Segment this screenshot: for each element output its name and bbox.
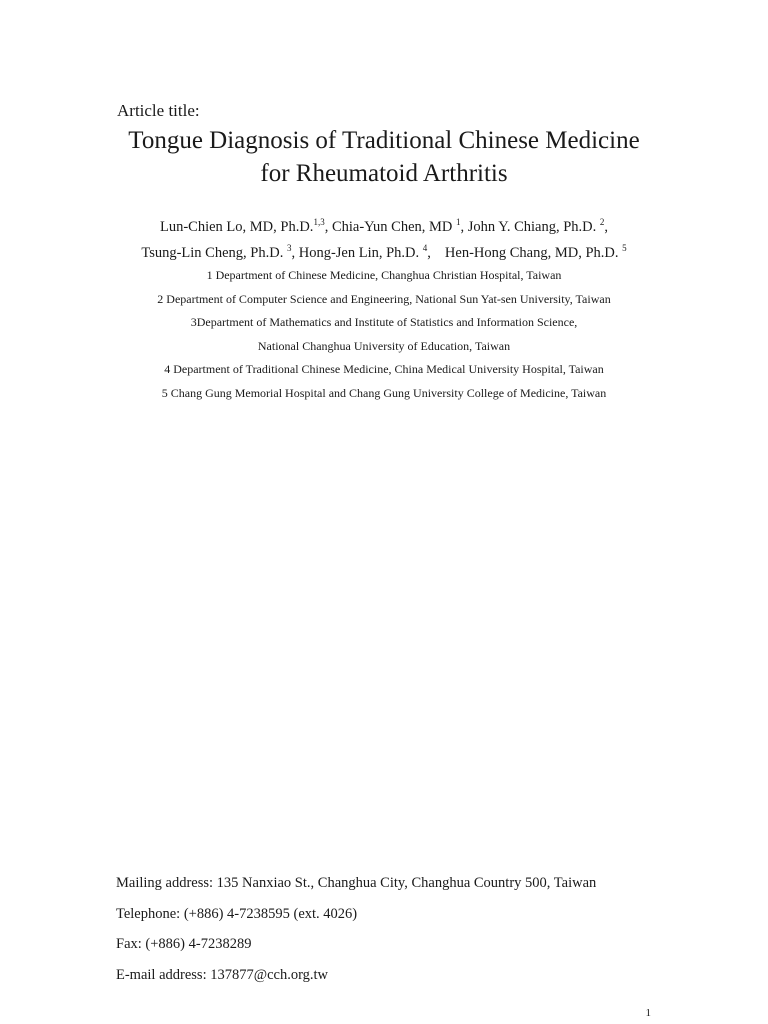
author-separator: , bbox=[460, 219, 468, 235]
author-separator: , bbox=[291, 245, 299, 261]
author-name: Chia-Yun Chen, MD bbox=[331, 219, 456, 235]
author-affiliation-mark: 1,3 bbox=[313, 217, 325, 227]
author-name: Hen-Hong Chang, MD, Ph.D. bbox=[444, 245, 623, 261]
paper-title-line-2: for Rheumatoid Arthritis bbox=[260, 160, 508, 187]
paper-title-line-1: Tongue Diagnosis of Traditional Chinese Medicine bbox=[128, 127, 640, 154]
telephone: Telephone: (+886) 4-7238595 (ext. 4026) bbox=[116, 905, 358, 922]
author-name: Hong-Jen Lin, Ph.D. bbox=[298, 245, 423, 261]
author-name: John Y. Chiang, Ph.D. bbox=[467, 219, 600, 235]
mailing-address: Mailing address: 135 Nanxiao St., Changhua City, Changhua Country 500, Taiwan bbox=[116, 875, 597, 891]
affiliation-list bbox=[0, 264, 768, 405]
affiliation-item: 5 Chang Gung Memorial Hospital and Chang Gung University College of Medicine, Taiwan bbox=[161, 385, 607, 400]
author-affiliation-mark: 4 bbox=[422, 243, 428, 253]
author-name: Tsung-Lin Cheng, Ph.D. bbox=[141, 245, 287, 261]
author-affiliation-mark: 3 bbox=[286, 243, 292, 253]
author-separator: , bbox=[324, 219, 332, 235]
affiliation-item: 2 Department of Computer Science and Engineering, National Sun Yat-sen University, Taiwan bbox=[157, 291, 611, 306]
author-list bbox=[0, 214, 768, 266]
author-affiliation-mark: 1 bbox=[456, 217, 461, 227]
article-title-label: Article title: bbox=[117, 101, 200, 120]
affiliation-item: National Changhua University of Education, Taiwan bbox=[257, 338, 511, 353]
author-separator: , bbox=[604, 219, 609, 235]
author-affiliation-mark: 5 bbox=[622, 243, 627, 253]
contact-block bbox=[116, 868, 596, 990]
page-number: 1 bbox=[645, 1007, 651, 1019]
affiliation-item: 3Department of Mathematics and Institute of Statistics and Information Science, bbox=[190, 315, 578, 329]
affiliation-item: 4 Department of Traditional Chinese Medicine, China Medical University Hospital, Taiwan bbox=[164, 362, 604, 376]
author-separator: , bbox=[427, 245, 431, 261]
author-name: Lun-Chien Lo, MD, Ph.D. bbox=[159, 219, 314, 235]
author-line-1 bbox=[0, 214, 768, 240]
paper-title bbox=[0, 124, 768, 190]
email-address: E-mail address: 137877@cch.org.tw bbox=[116, 966, 329, 983]
author-affiliation-mark: 2 bbox=[599, 217, 605, 227]
fax: Fax: (+886) 4-7238289 bbox=[116, 936, 252, 952]
affiliation-item: 1 Department of Chinese Medicine, Changhua Christian Hospital, Taiwan bbox=[206, 268, 562, 282]
author-line-2 bbox=[0, 240, 768, 266]
